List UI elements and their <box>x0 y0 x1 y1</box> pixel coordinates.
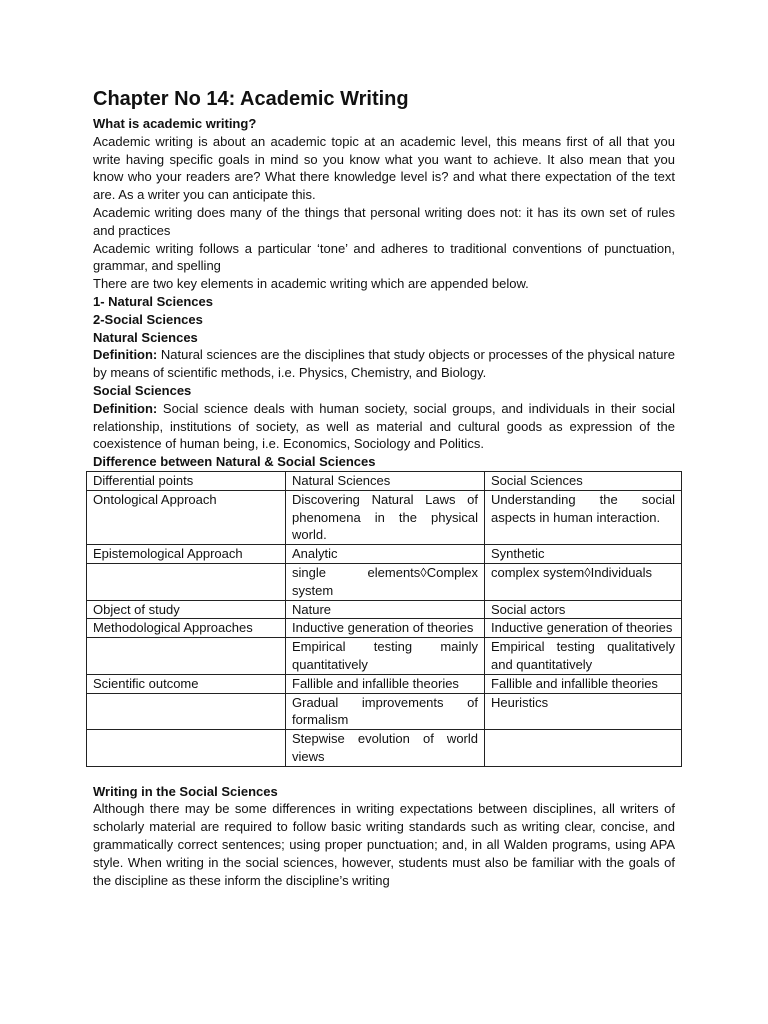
natural-sciences-definition <box>93 346 675 382</box>
table-row <box>87 730 682 767</box>
table-cell: Epistemological Approach <box>87 545 286 564</box>
table-row <box>87 600 682 619</box>
table-cell: Ontological Approach <box>87 490 286 544</box>
table-cell: single elements◊Complex system <box>286 563 485 600</box>
list-item-social: 2-Social Sciences <box>93 311 203 327</box>
table-row <box>87 638 682 675</box>
section-spacer <box>93 767 675 783</box>
table-cell: Synthetic <box>485 545 682 564</box>
table-cell: Stepwise evolution of world views <box>286 730 485 767</box>
table-cell <box>485 730 682 767</box>
table-cell: Gradual improvements of formalism <box>286 693 485 730</box>
table-cell <box>87 730 286 767</box>
table-cell: Object of study <box>87 600 286 619</box>
table-row <box>87 490 682 544</box>
table-header-cell: Differential points <box>87 471 286 490</box>
table-cell: Empirical testing mainly quantitatively <box>286 638 485 675</box>
intro-paragraph-2: Academic writing does many of the things that personal writing does not: it has its own set of rules and practices <box>93 204 675 238</box>
table-cell <box>87 638 286 675</box>
table-row <box>87 563 682 600</box>
definition-label: Definition: <box>93 347 158 363</box>
table-cell: Scientific outcome <box>87 674 286 693</box>
table-cell: Heuristics <box>485 693 682 730</box>
page-title: Chapter No 14: Academic Writing <box>93 88 409 110</box>
intro-paragraph-3: Academic writing follows a particular ‘tone’ and adheres to traditional conventions of punctuation, grammar, and spelling <box>93 240 675 274</box>
table-cell: Understanding the social aspects in human interaction. <box>485 490 682 544</box>
table-cell <box>87 693 286 730</box>
difference-table <box>86 471 682 767</box>
table-cell: Discovering Natural Laws of phenomena in the physical world. <box>286 490 485 544</box>
intro-paragraph-1: Academic writing is about an academic topic at an academic level, this means first of all that you write having specific goals in mind so you know what you want to achieve. It also mean that you know who your readers are? What there knowledge level is? and what there expectation of the text are. As a writer you can anticipate this. <box>93 133 675 203</box>
definition-text: Natural sciences are the disciplines that study objects or processes of the physical nature by means of scientific methods, i.e. Physics, Chemistry, and Biology. <box>93 347 675 381</box>
table-cell <box>87 563 286 600</box>
table-row <box>87 545 682 564</box>
table-cell: complex system◊Individuals <box>485 563 682 600</box>
table-cell: Inductive generation of theories <box>286 619 485 638</box>
table-cell: Empirical testing qualitatively and quantitatively <box>485 638 682 675</box>
table-row <box>87 693 682 730</box>
table-row <box>87 674 682 693</box>
document-page <box>93 86 675 889</box>
intro-paragraph-4: There are two key elements in academic writing which are appended below. <box>93 276 529 292</box>
table-heading: Difference between Natural & Social Sciences <box>93 454 376 470</box>
table-cell: Analytic <box>286 545 485 564</box>
natural-sciences-heading: Natural Sciences <box>93 329 198 345</box>
table-cell: Social actors <box>485 600 682 619</box>
table-cell: Nature <box>286 600 485 619</box>
table-header-row <box>87 471 682 490</box>
intro-heading: What is academic writing? <box>93 116 257 131</box>
table-cell: Inductive generation of theories <box>485 619 682 638</box>
social-sciences-heading: Social Sciences <box>93 382 192 398</box>
table-header-cell: Social Sciences <box>485 471 682 490</box>
table-cell: Fallible and infallible theories <box>286 674 485 693</box>
table-cell: Fallible and infallible theories <box>485 674 682 693</box>
table-cell: Methodological Approaches <box>87 619 286 638</box>
table-row <box>87 619 682 638</box>
definition-label: Definition: <box>93 400 158 416</box>
list-item-natural: 1- Natural Sciences <box>93 293 213 309</box>
table-header-cell: Natural Sciences <box>286 471 485 490</box>
social-sciences-definition <box>93 400 675 453</box>
writing-social-paragraph: Although there may be some differences in writing expectations between disciplines, all writers of scholarly material are required to follow basic writing standards such as writing clear, concise, and grammatically correct sentences; using proper punctuation; and, in all Walden programs, using APA style. When writing in the social sciences, however, students must also be familiar with the goals of the discipline as these inform the discipline’s writing <box>93 801 675 888</box>
writing-social-heading: Writing in the Social Sciences <box>93 783 278 799</box>
definition-text: Social science deals with human society, social groups, and individuals in their social relationship, institutions of society, as well as material and cultural goods as expression of the coexistence of human being, i.e. Economics, Sociology and Politics. <box>93 400 675 452</box>
